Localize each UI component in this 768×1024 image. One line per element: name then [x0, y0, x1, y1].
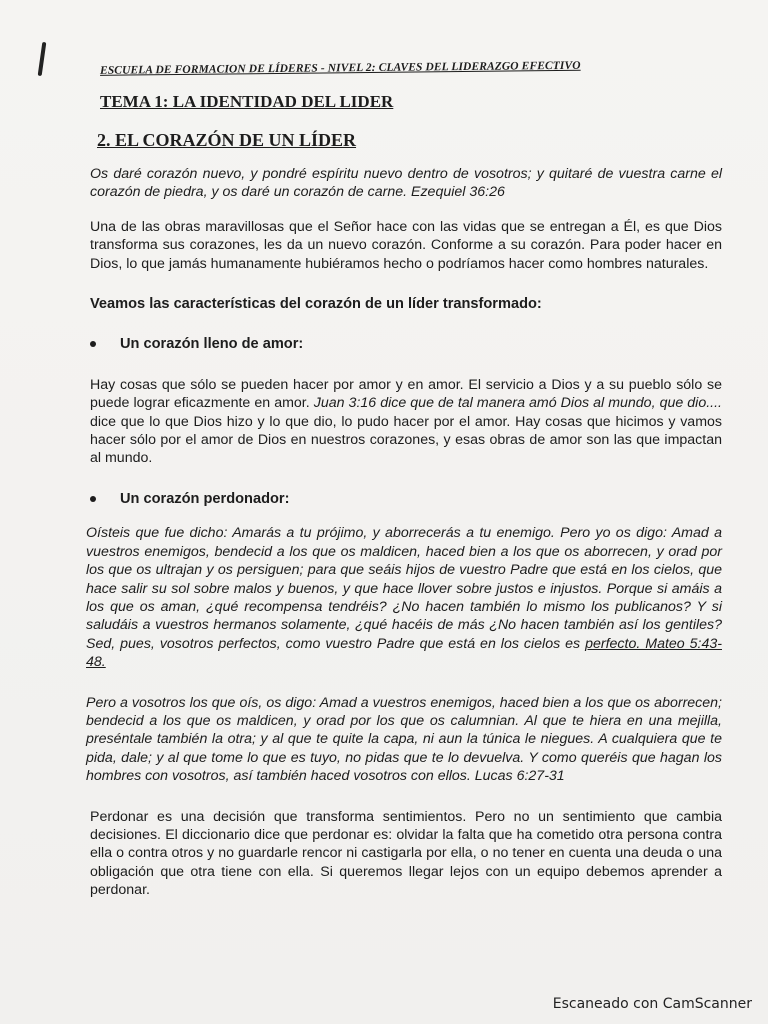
- verse-lucas: Pero a vosotros los que oís, os digo: Amad a vuestros enemigos, haced bien a los que os aborrecen; bendecid a los que os maldicen, y orad por los que os calumnian. Al que te hiera en una mejilla, preséntale también la otra; y al que te quite la capa, ni aun la túnica le niegues. A cualquiera que te pida, dale; y al que tome lo que es tuyo, no pidas que te lo devuelva. Y como queréis que hagan los hombres con vosotros, así también haced vosotros con ellos. Lucas 6:27-31: [86, 694, 722, 785]
- amor-verse-juan: Juan 3:16 dice que de tal manera amó Dios al mundo, que dio....: [313, 395, 722, 412]
- amor-text-b: dice que lo que Dios hizo y lo que dio, lo pudo hacer por el amor. Hay cosas que hicimos y vamos hacer sólo por el amor de Dios en nuestros corazones, y esas obras de amor son las que impactan al mundo.: [90, 413, 722, 467]
- course-header: ESCUELA DE FORMACION DE LÍDERES - NIVEL 2: CLAVES DEL LIDERAZGO EFECTIVO: [99, 59, 581, 77]
- mateo-reference: perfecto. Mateo 5:43-48.: [86, 635, 722, 671]
- topic-title: TEMA 1: LA IDENTIDAD DEL LIDER: [100, 92, 394, 111]
- verse-ezequiel: Os daré corazón nuevo, y pondré espíritu nuevo dentro de vosotros; y quitaré de vuestra carne el corazón de piedra, y os daré un corazón de carne. Ezequiel 36:26: [90, 166, 722, 201]
- section-title: 2. EL CORAZÓN DE UN LÍDER: [97, 130, 357, 150]
- bullet-dot: [90, 496, 96, 502]
- verse-mateo: [86, 524, 722, 671]
- document-body: [86, 165, 722, 900]
- lead-sentence: Veamos las características del corazón de un líder transformado:: [90, 296, 542, 313]
- amor-text-a: Hay cosas que sólo se pueden hacer por amor y en amor. El servicio a Dios y a su pueblo sólo se puede lograr eficazmente en amor.: [90, 376, 722, 412]
- scanner-watermark: Escaneado con CamScanner: [552, 996, 752, 1012]
- closing-paragraph: Perdonar es una decisión que transforma sentimientos. Pero no un sentimiento que cambia decisiones. El diccionario dice que perdonar es: olvidar la falta que ha cometido otra persona contra ella o contra otros y no guardarle rencor ni castigarla por ella, o no tener en cuenta una deuda o una obligación que otra tiene con ella. Si queremos llegar lejos con un equipo debemos aprender a perdonar.: [90, 808, 722, 899]
- mateo-text: Oísteis que fue dicho: Amarás a tu prójimo, y aborrecerás a tu enemigo. Pero yo os digo: Amad a vuestros enemigos, bendecid a los que os maldicen, haced bien a los que os aborrecen, y orad por los que os ultrajan y os persiguen; para que seáis hijos de vuestro Padre que está en los cielos, que hace salir su sol sobre malos y buenos, y que hace llover sobre justos e injustos. Porque si amáis a los que os aman, ¿qué recompensa tendréis? ¿No hacen también lo mismo los publicanos? Y si saludáis a vuestros hermanos solamente, ¿qué hacéis de más ¿No hacen también así los gentiles? Sed, pues, vosotros perfectos, como vuestro Padre que está en los cielos es: [86, 525, 722, 652]
- intro-paragraph: Una de las obras maravillosas que el Señor hace con las vidas que se entregan a Él, es que Dios transforma sus corazones, les da un nuevo corazón. Conforme a su corazón. Para poder hacer en Dios, lo que jamás humanamente hubiéramos hecho o podríamos hacer como hombres naturales.: [90, 218, 722, 272]
- amor-paragraph: [90, 376, 722, 468]
- bullet-dot: [90, 341, 96, 347]
- bullet-amor-title: Un corazón lleno de amor:: [120, 336, 304, 353]
- pen-mark: [38, 42, 47, 76]
- bullet-perdonador: [90, 490, 722, 508]
- bullet-perdonador-title: Un corazón perdonador:: [120, 490, 290, 507]
- bullet-amor: [90, 335, 722, 353]
